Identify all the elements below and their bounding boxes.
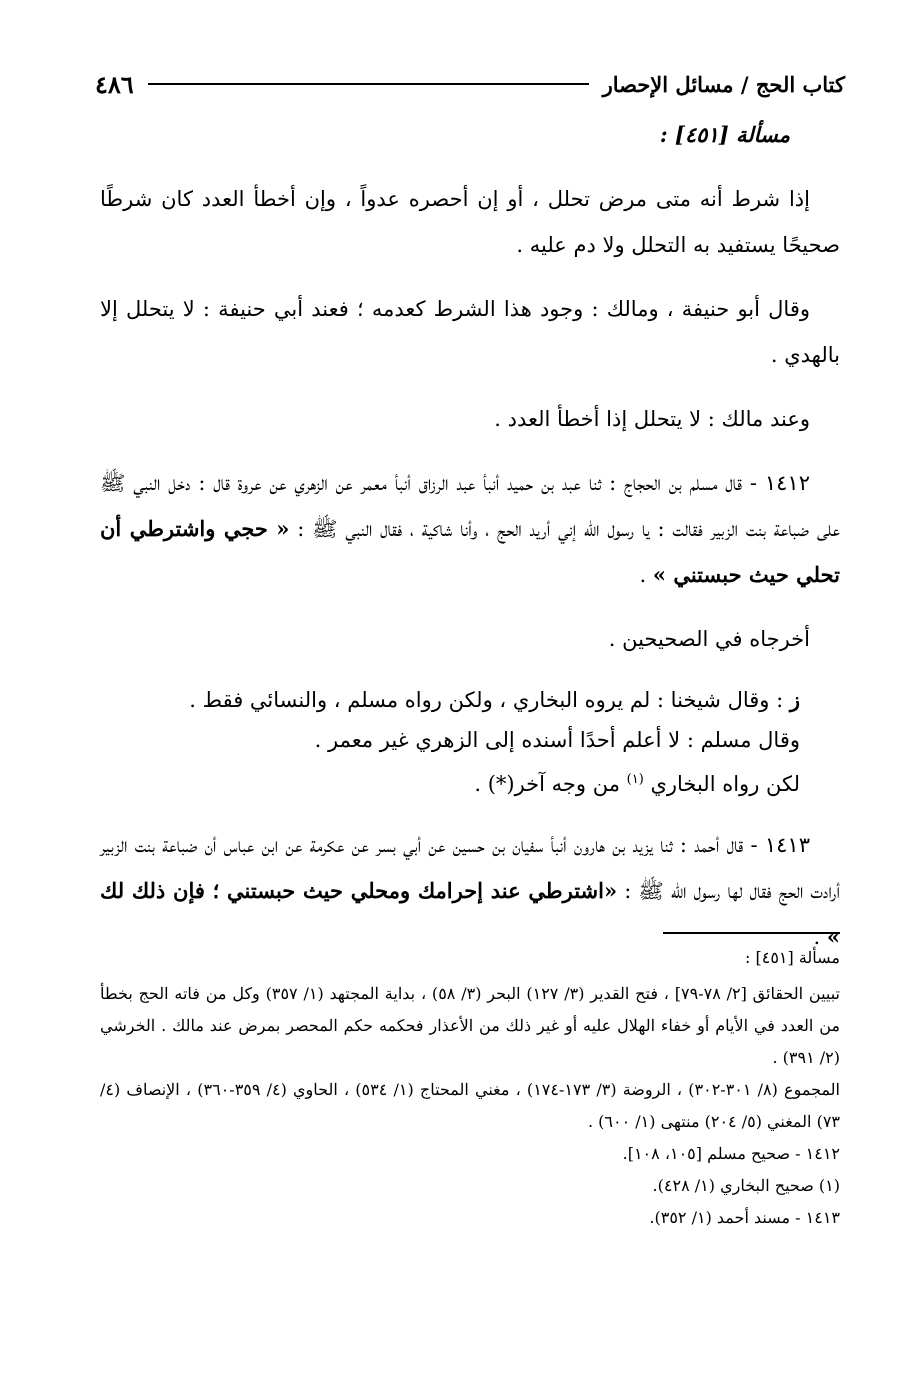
- running-title: كتاب الحج / مسائل الإحصار: [602, 71, 845, 97]
- footnote-separator: [663, 932, 840, 934]
- section-heading: مسألة [٤٥١] :: [659, 122, 790, 147]
- hadith-1412-end: .: [639, 563, 653, 587]
- zawaid-line-3-b: من وجه آخر(*) .: [474, 772, 627, 796]
- hadith-1412-matn: « حجي واشترطي أن تحلي حيث حبستني »: [100, 516, 840, 587]
- footnote-1413: ١٤١٣ - مسند أحمد (١/ ٣٥٢).: [649, 1208, 840, 1227]
- header-rule: [148, 83, 589, 85]
- zawaid-line-1-text: : وقال شيخنا : لم يروه البخاري ، ولكن رواه مسلم ، والنسائي فقط .: [189, 688, 790, 712]
- page-number: ٤٨٦: [95, 69, 134, 99]
- zawaid-line-3: [100, 760, 800, 804]
- hadith-1413-matn: «اشترطي عند إحرامك ومحلي حيث حبستني ؛ فإن ذلك لك »: [100, 878, 840, 949]
- footnote-hanafi-maliki-refs: تبيين الحقائق [٢/ ٧٨-٧٩] ، فتح القدير (٣/ ١٢٧) البحر (٣/ ٥٨) ، بداية المجتهد (١/ ٣٥٧) وكل من فاته الحج بخطأ من العدد في الأيام أو خفاء الهلال عليه أو غير ذلك من الأعذار فحكمه حكم المحصر بمرض عند مالك . الخرشي (٢/ ٣٩١) .: [100, 984, 841, 1067]
- footnotes: [100, 942, 840, 1234]
- zawaid-line-2: وقال مسلم : لا أعلم أحدًا أسنده إلى الزهري غير معمر .: [314, 728, 800, 752]
- footnote-shafii-hanbali-refs: المجموع (٨/ ٣٠١-٣٠٢) ، الروضة (٣/ ١٧٣-١٧٤) ، مغني المحتاج (١/ ٥٣٤) ، الحاوي (٤/ ٣٥٩-٣٦٠) ، الإنصاف (٤/ ٧٣) المغني (٥/ ٢٠٤) منتهى (١/ ٦٠٠) .: [100, 1080, 840, 1131]
- page-header: [95, 66, 845, 102]
- paragraph-maliki: وعند مالك : لا يتحلل إذا أخطأ العدد .: [494, 407, 810, 431]
- hadith-1412: [100, 460, 840, 598]
- paragraph-condition: إذا شرط أنه متى مرض تحلل ، أو إن أحصره عدواً ، وإن أخطأ العدد كان شرطًا صحيحًا يستفيد به التحلل ولا دم عليه .: [100, 187, 840, 257]
- footnote-1412: ١٤١٢ - صحيح مسلم [١٠٥، ١٠٨].: [622, 1144, 840, 1163]
- zawaid-line-3-a: لكن رواه البخاري: [643, 772, 800, 796]
- hadith-1413-isnad: ١٤١٣ - قال أحمد : ثنا يزيد بن هارون أنبأ سفيان بن حسين عن أبي بسر عن عكرمة عن ابن عباس أن ضباعة بنت الزبير أرادت الحج فقال لها رسول الله ﷺ :: [100, 833, 840, 903]
- footnote-1: (١) صحيح البخاري (١/ ٤٢٨).: [652, 1176, 840, 1195]
- zawaid-note: [100, 680, 840, 804]
- paragraph-hanafi-maliki: وقال أبو حنيفة ، ومالك : وجود هذا الشرط كعدمه ؛ فعند أبي حنيفة : لا يتحلل إلا بالهدي .: [100, 297, 840, 367]
- takhrij-line: أخرجاه في الصحيحين .: [608, 627, 810, 651]
- hadith-1412-isnad: ١٤١٢ - قال مسلم بن الحجاج : ثنا عبد بن حميد أنبأ عبد الرزاق أنبأ معمر عن الزهري عن عروة قال : دخل النبي ﷺ على ضباعة بنت الزبير فقالت : يا رسول الله إني أريد الحج ، وأنا شاكية ، فقال النبي ﷺ :: [100, 471, 840, 541]
- zawaid-mark: ز: [789, 687, 800, 712]
- zawaid-line-1: [100, 680, 800, 720]
- footnote-ref-1: (١): [626, 772, 644, 787]
- hadith-1413: [100, 822, 840, 960]
- hadith-1413-end: .: [813, 925, 827, 949]
- footnote-heading: مسألة [٤٥١] :: [745, 948, 840, 967]
- main-text: [100, 112, 840, 960]
